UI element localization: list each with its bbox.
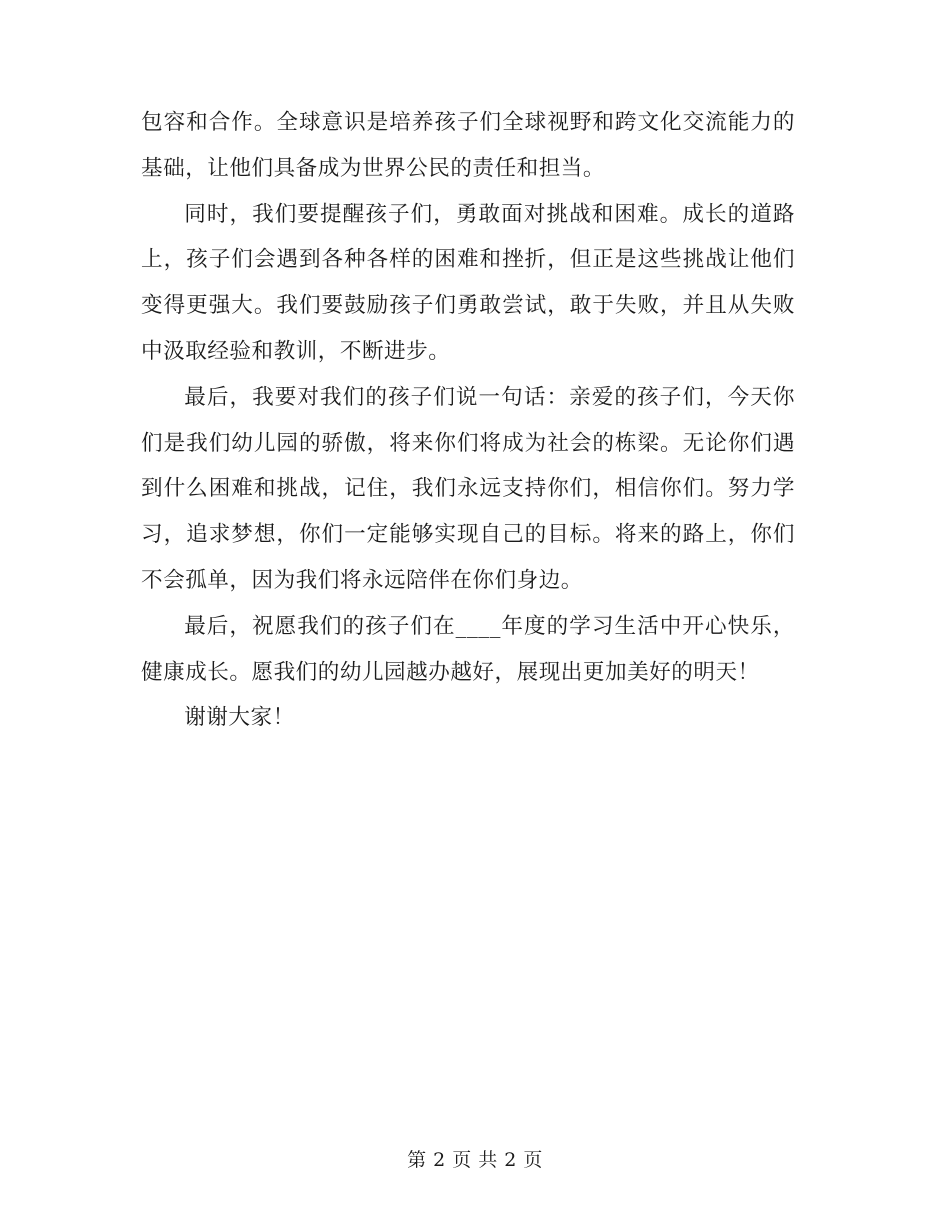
document-body: [141, 100, 795, 741]
paragraph-closing-wishes: 最后，祝愿我们的孩子们在____年度的学习生活中开心快乐，健康成长。愿我们的幼儿园越办越好，展现出更加美好的明天！: [141, 613, 795, 685]
paragraph-global-awareness: 包容和合作。全球意识是培养孩子们全球视野和跨文化交流能力的基础，让他们具备成为世界公民的责任和担当。: [141, 110, 795, 181]
paragraph-face-challenges: 同时，我们要提醒孩子们，勇敢面对挑战和困难。成长的道路上，孩子们会遇到各种各样的困难和挫折，但正是这些挑战让他们变得更强大。我们要鼓励孩子们勇敢尝试，敢于失败，并且从失败中汲取经验和教训，不断进步。: [141, 201, 795, 364]
page-number-footer: 第 2 页 共 2 页: [407, 1149, 543, 1171]
paragraph-thanks: 谢谢大家！: [184, 705, 295, 731]
paragraph-message-to-children: 最后，我要对我们的孩子们说一句话：亲爱的孩子们，今天你们是我们幼儿园的骄傲，将来你们将成为社会的栋梁。无论你们遇到什么困难和挑战，记住，我们永远支持你们，相信你们。努力学习，追求梦想，你们一定能够实现自己的目标。将来的路上，你们不会孤单，因为我们将永远陪伴在你们身边。: [141, 384, 795, 593]
